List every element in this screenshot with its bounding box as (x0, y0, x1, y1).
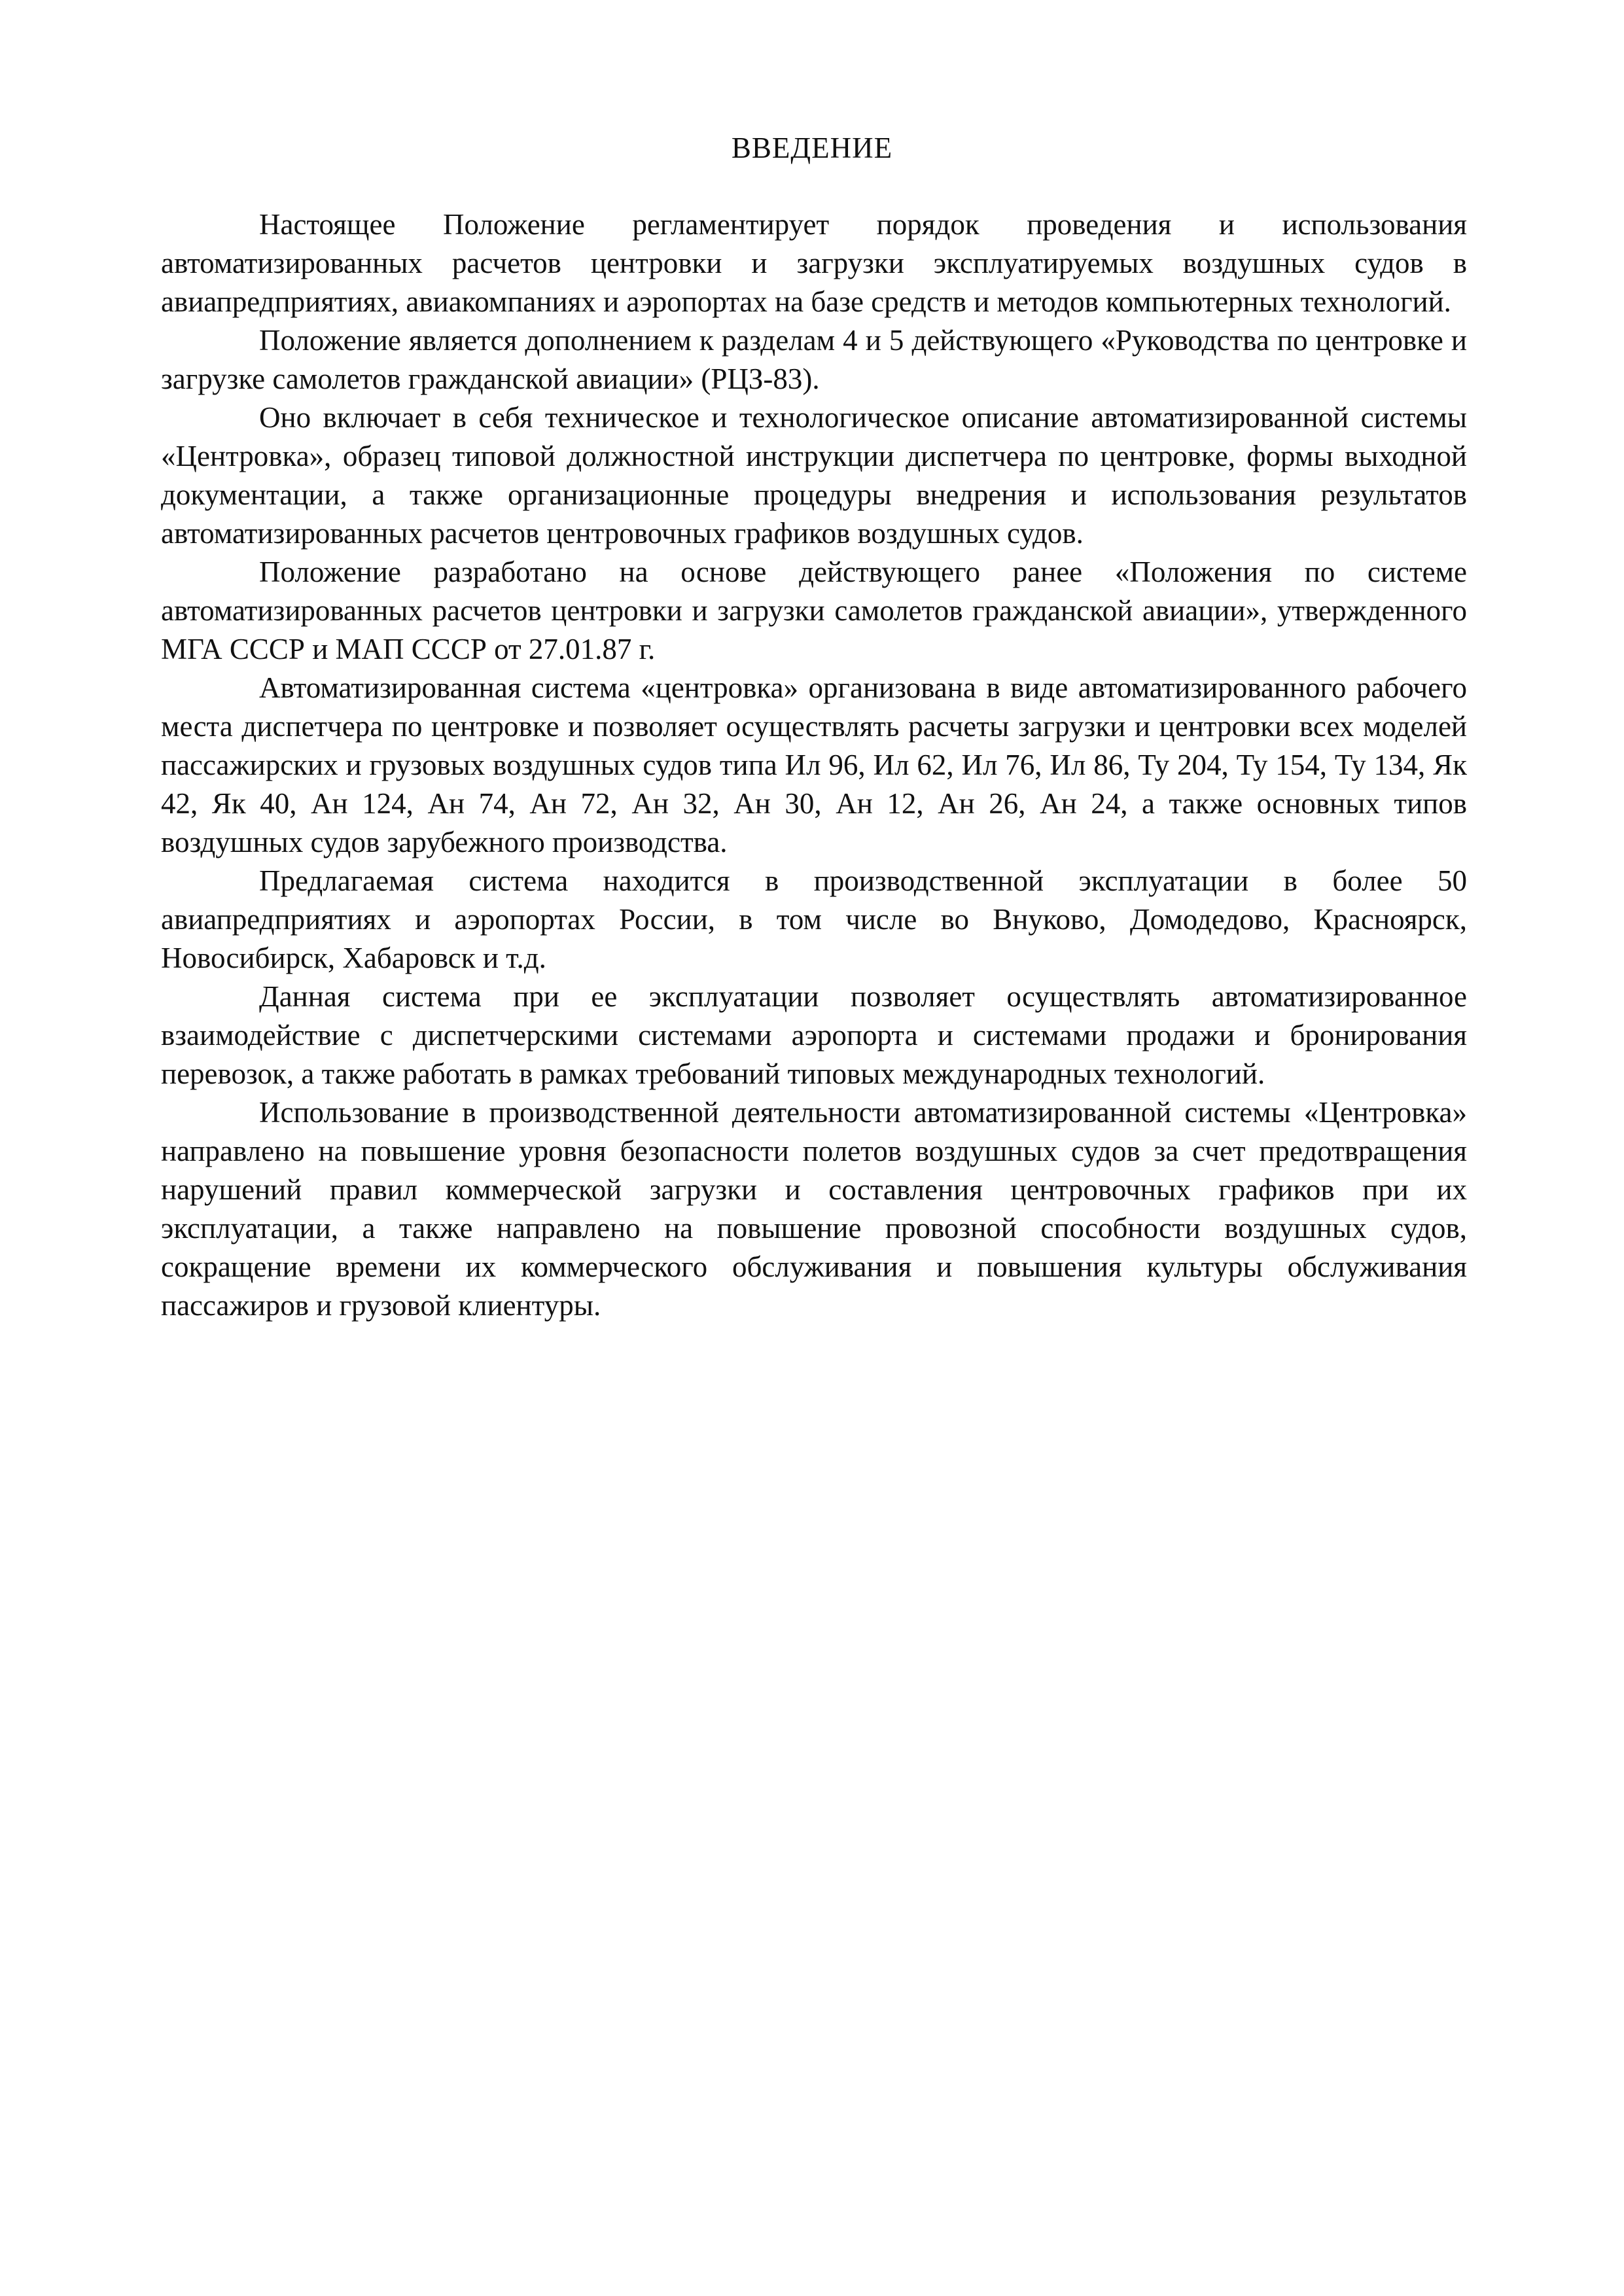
paragraph-2: Положение является дополнением к разделам 4 и 5 действующего «Руководства по центровке и загрузке самолетов гражданской авиации» (РЦЗ-83). (161, 324, 1467, 395)
paragraph-6: Предлагаемая система находится в производственной эксплуатации в более 50 авиапредприятиях и аэропортах России, в том числе во Внуково, Домодедово, Красноярск, Новосибирск, Хабаровск и т.д. (161, 864, 1467, 974)
page-title: ВВЕДЕНИЕ (731, 132, 893, 164)
paragraph-1: Настоящее Положение регламентирует порядок проведения и использования автоматизированных расчетов центровки и загрузки эксплуатируемых воздушных судов в авиапредприятиях, авиакомпаниях и аэропортах на базе средств и методов компьютерных технологий. (161, 208, 1467, 318)
paragraph-5: Автоматизированная система «центровка» организована в виде автоматизированного рабочего места диспетчера по центровке и позволяет осуществлять расчеты загрузки и центровки всех моделей пассажирских и грузовых воздушных судов типа Ил 96, Ил 62, Ил 76, Ил 86, Ту 204, Ту 154, Ту 134, Як 42, Як 40, Ан 124, Ан 74, Ан 72, Ан 32, Ан 30, Ан 12, Ан 26, Ан 24, а также основных типов воздушных судов зарубежного производства. (161, 671, 1467, 858)
paragraph-3: Оно включает в себя техническое и технологическое описание автоматизированной системы «Центровка», образец типовой должностной инструкции диспетчера по центровке, формы выходной документации, а также организационные процедуры внедрения и использования результатов автоматизированных расчетов центровочных графиков воздушных судов. (161, 401, 1467, 550)
paragraph-7: Данная система при ее эксплуатации позволяет осуществлять автоматизированное взаимодействие с диспетчерскими системами аэропорта и системами продажи и бронирования перевозок, а также работать в рамках требований типовых международных технологий. (161, 980, 1467, 1090)
paragraph-8: Использование в производственной деятельности автоматизированной системы «Центровка» направлено на повышение уровня безопасности полетов воздушных судов за счет предотвращения нарушений правил коммерческой загрузки и составления центровочных графиков при их эксплуатации, а также направлено на повышение провозной способности воздушных судов, сокращение времени их коммерческого обслуживания и повышения культуры обслуживания пассажиров и грузовой клиентуры. (161, 1096, 1467, 1322)
paragraph-4: Положение разработано на основе действующего ранее «Положения по системе автоматизированных расчетов центровки и загрузки самолетов гражданской авиации», утвержденного МГА СССР и МАП СССР от 27.01.87 г. (161, 556, 1467, 665)
document-body (161, 205, 1467, 1325)
